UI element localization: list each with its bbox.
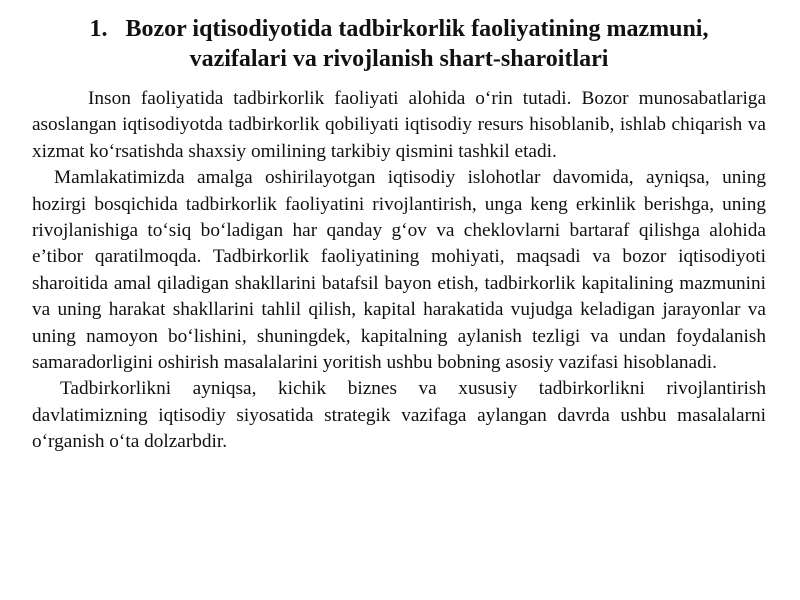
heading-line-1: Bozor iqtisodiyotida tadbirkorlik faoliyatining mazmuni, xyxy=(125,16,709,42)
paragraph-1: Inson faoliyatida tadbirkorlik faoliyati alohida o‘rin tutadi. Bozor munosabatlariga asoslangan iqtisodiyotda tadbirkorlik qobiliyati iqtisodiy resurs hisoblanib, ishlab chiqarish va xizmat ko‘rsatishda shaxsiy omilining tarkibiy qismini tashkil etadi. xyxy=(32,88,766,162)
document-page xyxy=(32,14,766,456)
paragraph-3: Tadbirkorlikni ayniqsa, kichik biznes va xususiy tadbirkorlikni rivojlantirish davlatimizning iqtisodiy siyosatida strategik vazifaga aylangan davrda ushbu masalalarni o‘rganish o‘ta dolzarbdir. xyxy=(32,378,766,453)
section-number: 1. xyxy=(89,16,108,42)
section-heading xyxy=(32,14,766,74)
paragraph-2: Mamlakatimizda amalga oshirilayotgan iqtisodiy islohotlar davomida, ayniqsa, uning hozirgi bosqichida tadbirkorlik faoliyatini rivojlantirish, unga keng erkinlik berishga, uning rivojlanishiga to‘siq bo‘ladigan har qanday g‘ov va cheklovlarni bartaraf qilishga alohida e’tibor qaratilmoqda. Tadbirkorlik faoliyatining mohiyati, maqsadi va bozor iqtisodiyoti sharoitida amal qiladigan shakllarini batafsil bayon etish, tadbirkorlik kapitalining mazmunini va uning harakat shakllarini tahlil qilish, kapital harakatida vujudga keladigan jarayonlar va uning namoyon bo‘lishini, shuningdek, kapitalning aylanish tezligi va undan foydalanish samaradorligini oshirish masalalarini yoritish ushbu bobning asosiy vazifasi hisoblanadi. xyxy=(32,167,766,374)
heading-line-2: vazifalari va rivojlanish shart-sharoitlari xyxy=(189,46,609,72)
